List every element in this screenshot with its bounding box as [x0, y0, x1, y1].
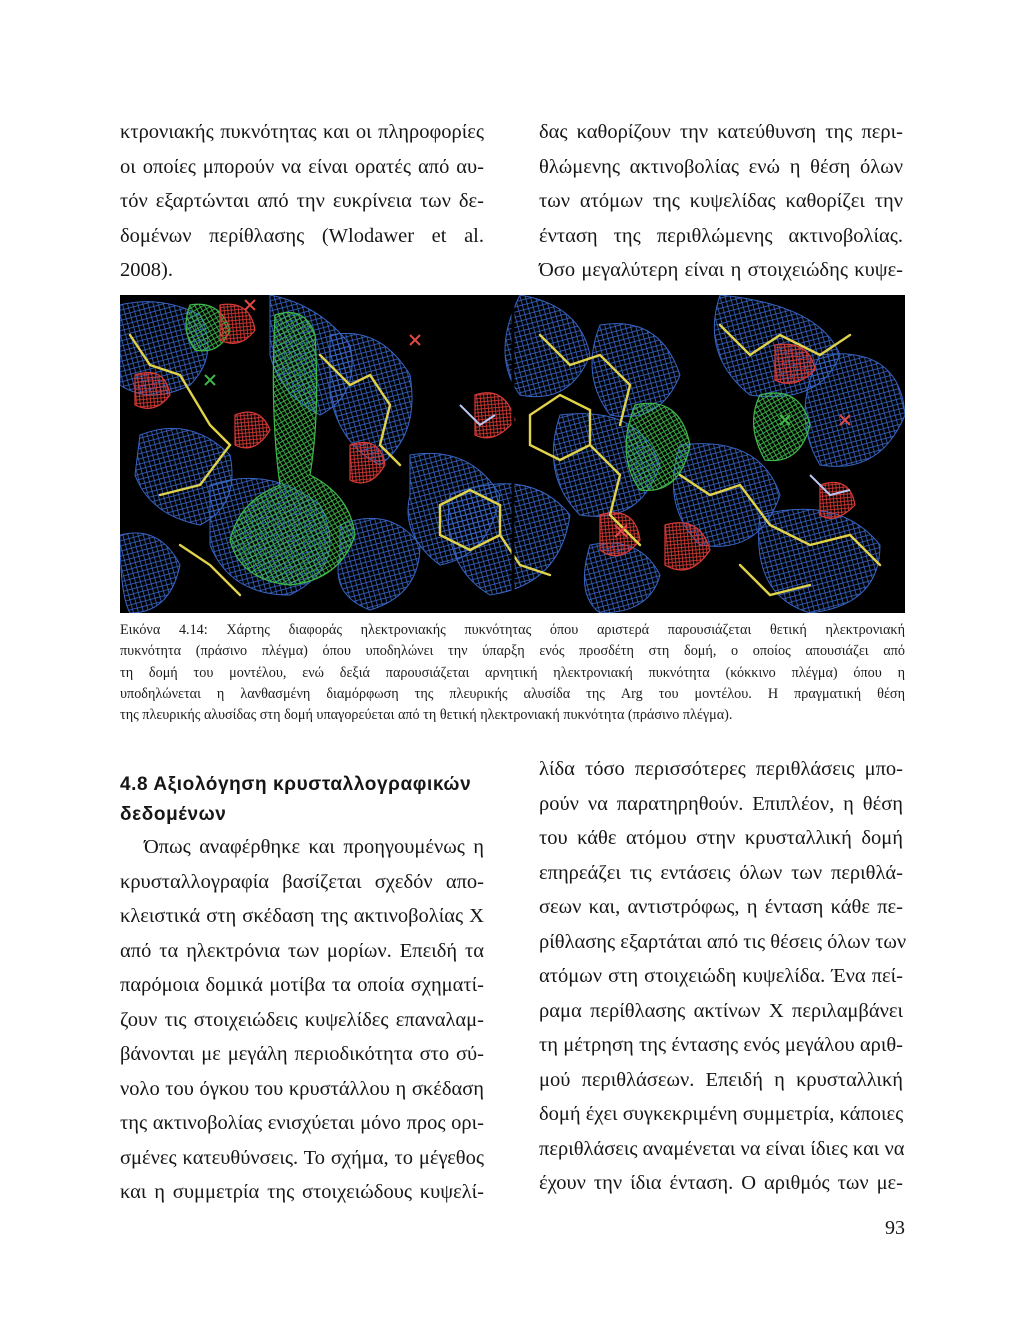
- electron-density-figure: [120, 295, 905, 613]
- text-line: σεων και, αντιστρόφως, η ένταση κάθε πε-: [539, 896, 903, 918]
- text-line: περιθλάσεις αναμένεται να είναι ίδιες και να: [539, 1137, 905, 1160]
- text-line: και η συμμετρία της στοιχειώδους κυψελί-: [120, 1181, 484, 1203]
- text-line: ένταση της περιθλώμενης ακτινοβολίας.: [539, 224, 903, 247]
- text-line: δομή έχει συγκεκριμένη συμμετρία, κάποιες: [539, 1103, 904, 1125]
- text-line: κρυσταλλογραφία βασίζεται σχεδόν απο-: [120, 870, 484, 893]
- text-line: θλώμενης ακτινοβολίας ενώ η θέση όλων: [539, 155, 903, 178]
- text-line: ατόμων στη στοιχειώδη κυψελίδα. Ένα πεί-: [539, 965, 903, 987]
- text-line: κλειστικά στη σκέδαση της ακτινοβολίας X: [120, 905, 484, 927]
- text-line: δας καθορίζουν την κατεύθυνση της περι-: [539, 121, 903, 143]
- text-line: Όπως αναφέρθηκε και προηγουμένως η: [144, 836, 484, 858]
- figure-caption: [120, 620, 905, 726]
- page-number: 93: [885, 1217, 905, 1239]
- top-right-text-column: [539, 115, 903, 288]
- text-line: ραμα περίθλασης ακτίνων X περιλαμβάνει: [539, 999, 903, 1022]
- text-line: ζουν τις στοιχειώδεις κυψελίδες επαναλαμ-: [120, 1008, 484, 1031]
- caption-line: της πλευρικής αλυσίδας στη δομή υπαγορεύεται από τη θετική ηλεκτρονιακή πυκνότητα (πράσινο πλέγμα).: [120, 707, 733, 724]
- caption-line: υποδηλώνεται η λανθασμένη διαμόρφωση της πλευρικής αλυσίδα της Arg του μοντέλου. Η πραγματική θέση: [120, 685, 905, 702]
- text-line: μού περιθλάσεων. Επειδή η κρυσταλλική: [539, 1068, 903, 1091]
- text-line: των ατόμων της κυψελίδας καθορίζει την: [539, 190, 903, 212]
- text-line: έχουν την ίδια ένταση. Ο αριθμός των με-: [539, 1172, 903, 1194]
- text-line: τη μέτρηση της έντασης ενός μεγάλου αριθ-: [539, 1034, 903, 1056]
- left-body-column: [120, 830, 484, 1210]
- text-line: οι οποίες μπορούν να είναι ορατές από αυ-: [120, 155, 484, 178]
- density-map-image: [120, 295, 905, 613]
- caption-line: Εικόνα 4.14: Χάρτης διαφοράς ηλεκτρονιακής πυκνότητας όπου αριστερά παρουσιάζεται θετική ηλεκτρονιακή: [120, 622, 905, 638]
- top-left-text-column: [120, 115, 484, 288]
- caption-line: πυκνότητα (πράσινο πλέγμα) όπου υποδηλώνει την ύπαρξη ενός προσδέτη στη δομή, ο οποίος απουσιάζει από: [120, 643, 905, 660]
- section-heading-line: 4.8 Αξιολόγηση κρυσταλλογραφικών: [120, 774, 472, 795]
- text-line: της ακτινοβολίας ενισχύεται μόνο προς ορι-: [120, 1112, 484, 1134]
- text-line: ρίθλασης εξαρτάται από τις θέσεις όλων των: [539, 930, 907, 953]
- text-line: νολο του όγκου του κρυστάλλου η σκέδαση: [120, 1077, 484, 1100]
- caption-line: τη δομή του μοντέλου, ενώ δεξιά παρουσιάζεται αρνητική ηλεκτρονιακή πυκνότητα (κόκκινο πλέγμα) όπου η: [120, 664, 905, 681]
- text-line: σμένες κατευθύνσεις. Το σχήμα, το μέγεθος: [120, 1146, 484, 1169]
- text-line: δομένων περίθλασης (Wlodawer et al.: [120, 224, 484, 247]
- text-line: Όσο μεγαλύτερη είναι η στοιχειώδης κυψε-: [539, 259, 903, 281]
- text-line: ρούν να παρατηρηθούν. Επιπλέον, η θέση: [539, 792, 903, 815]
- right-body-column: [539, 752, 907, 1201]
- text-line: από τα ηλεκτρόνια των μορίων. Επειδή τα: [120, 939, 484, 962]
- text-line: επηρεάζει τις εντάσεις όλων των περιθλά-: [539, 861, 903, 884]
- text-line: 2008).: [120, 259, 173, 281]
- section-heading: [120, 770, 484, 830]
- text-line: του κάθε ατόμου στην κρυσταλλική δομή: [539, 827, 903, 849]
- text-line: τόν εξαρτώνται από την ευκρίνεια των δε-: [120, 190, 484, 212]
- text-line: παρόμοια δομικά μοτίβα τα οποία σχηματί-: [120, 974, 484, 996]
- section-heading-line: δεδομένων: [120, 804, 227, 825]
- text-line: λίδα τόσο περισσότερες περιθλάσεις μπο-: [539, 758, 903, 780]
- text-line: βάνονται με μεγάλη περιοδικότητα στο σύ-: [120, 1043, 484, 1065]
- text-line: κτρονιακής πυκνότητας και οι πληροφορίες: [120, 121, 484, 143]
